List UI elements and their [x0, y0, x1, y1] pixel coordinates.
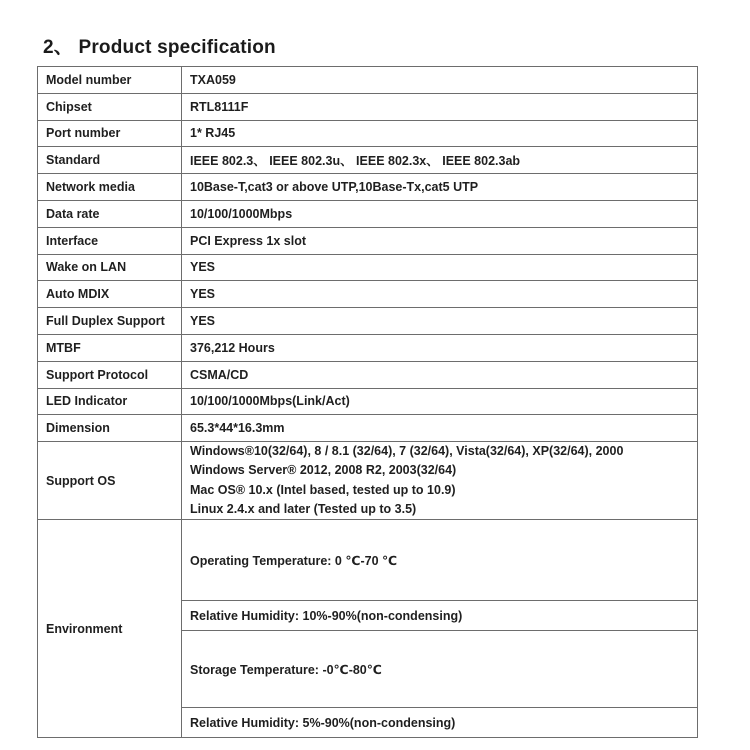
env-sub-row-operating-temp: Operating Temperature: 0 ℃-70 ℃ [182, 520, 697, 601]
table-row-wake-on-lan [38, 255, 697, 282]
table-row-full-duplex [38, 308, 697, 335]
table-row-port-number [38, 121, 697, 148]
os-line: Windows®10(32/64), 8 / 8.1 (32/64), 7 (32/64), Vista(32/64), XP(32/64), 2000 [190, 443, 624, 458]
row-label: Auto MDIX [38, 281, 182, 307]
row-label: Model number [38, 67, 182, 93]
table-row-dimension [38, 415, 697, 442]
row-label: Port number [38, 121, 182, 147]
row-value: 10/100/1000Mbps [190, 206, 293, 221]
row-label: LED Indicator [38, 389, 182, 415]
row-value: IEEE 802.3、 IEEE 802.3u、 IEEE 802.3x、 IEEE 802.3ab [190, 154, 521, 169]
table-row-model-number [38, 67, 697, 94]
table-row-support-protocol [38, 362, 697, 389]
row-value: YES [190, 260, 216, 275]
row-label: MTBF [38, 335, 182, 361]
row-value: PCI Express 1x slot [190, 233, 307, 248]
environment-sub-rows [182, 520, 697, 737]
row-value: 1* RJ45 [190, 126, 236, 141]
row-label: Dimension [38, 415, 182, 441]
row-value: CSMA/CD [190, 367, 249, 382]
product-spec-table [37, 66, 698, 738]
row-value: TXA059 [190, 72, 236, 87]
page-title: 2、 Product specification [43, 37, 276, 58]
row-label: Environment [38, 520, 182, 737]
row-label: Data rate [38, 201, 182, 227]
row-value: 10Base-T,cat3 or above UTP,10Base-Tx,cat5 UTP [190, 180, 479, 195]
table-row-mtbf [38, 335, 697, 362]
row-label: Support Protocol [38, 362, 182, 388]
row-label: Wake on LAN [38, 255, 182, 281]
row-label: Full Duplex Support [38, 308, 182, 334]
row-label: Support OS [38, 442, 182, 519]
row-label: Network media [38, 174, 182, 200]
row-value: 10/100/1000Mbps(Link/Act) [190, 394, 350, 409]
row-value: YES [190, 314, 216, 329]
row-label: Interface [38, 228, 182, 254]
os-line: Linux 2.4.x and later (Tested up to 3.5) [190, 502, 417, 517]
table-row-interface [38, 228, 697, 255]
table-row-data-rate [38, 201, 697, 228]
table-row-environment [38, 520, 697, 737]
row-label: Chipset [38, 94, 182, 120]
os-line: Windows Server® 2012, 2008 R2, 2003(32/64) [190, 463, 457, 478]
table-row-network-media [38, 174, 697, 201]
env-sub-row-humidity-2: Relative Humidity: 5%-90%(non-condensing) [190, 715, 456, 730]
row-value: YES [190, 287, 216, 302]
os-line: Mac OS® 10.x (Intel based, tested up to 10.9) [190, 482, 456, 497]
table-row-led-indicator [38, 389, 697, 416]
row-value-multiline [182, 442, 697, 519]
table-row-support-os [38, 442, 697, 520]
env-sub-row-storage-temp: Storage Temperature: -0℃-80℃ [182, 631, 697, 708]
row-label: Standard [38, 147, 182, 173]
row-value: 65.3*44*16.3mm [190, 421, 285, 436]
table-row-standard [38, 147, 697, 174]
env-sub-row-humidity-1: Relative Humidity: 10%-90%(non-condensing) [182, 601, 697, 631]
row-value: 376,212 Hours [190, 340, 275, 355]
table-row-chipset [38, 94, 697, 121]
row-value: RTL8111F [190, 99, 249, 114]
table-row-auto-mdix [38, 281, 697, 308]
